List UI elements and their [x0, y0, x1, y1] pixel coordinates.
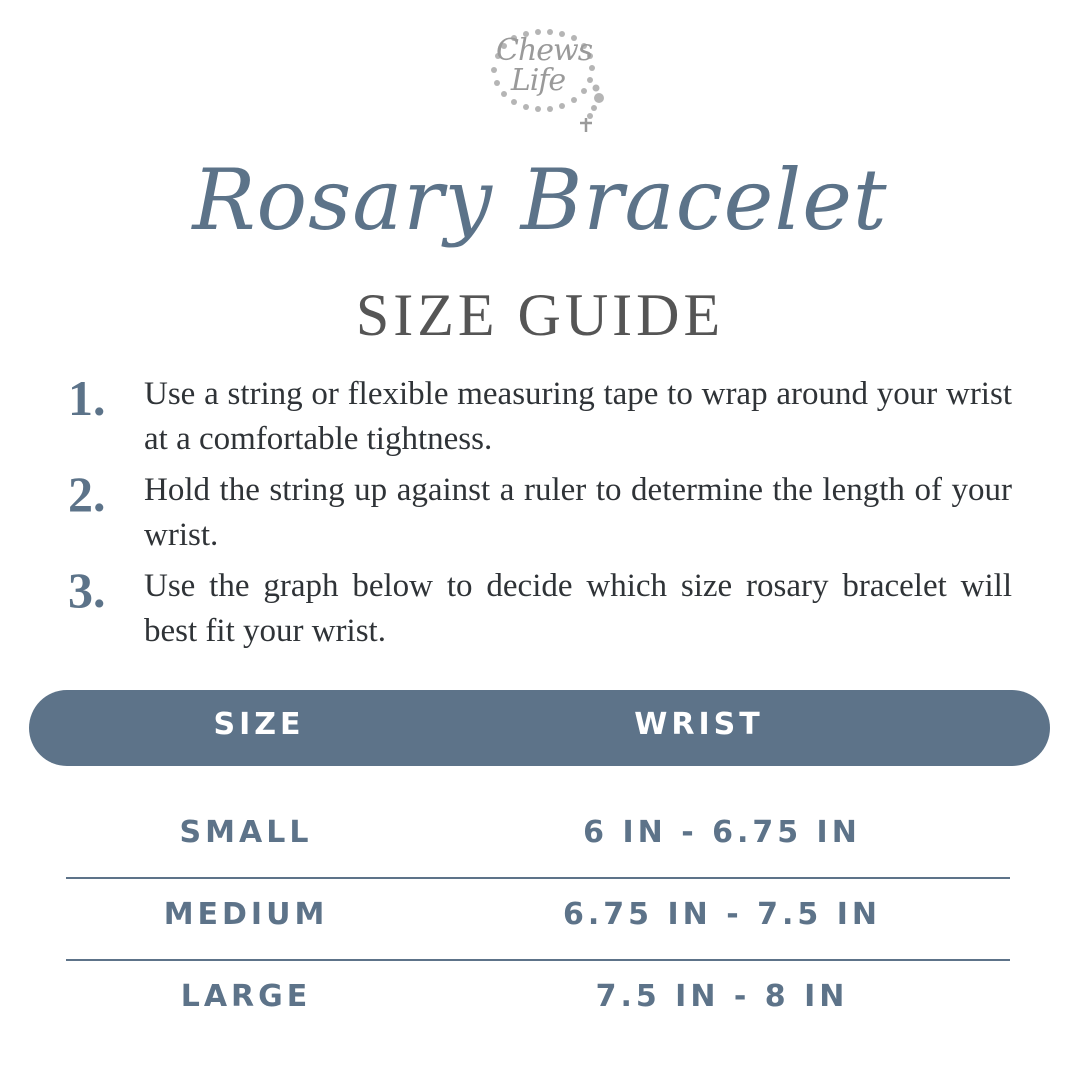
- instruction-step: [60, 564, 1012, 654]
- step-text: Use the graph below to decide which size rosary bracelet will best fit your wrist.: [144, 568, 1012, 649]
- table-row: [66, 792, 1010, 874]
- wrist-cell: 7.5 IN - 8 IN: [595, 979, 849, 1014]
- step-text: Hold the string up against a ruler to determine the length of your wrist.: [144, 472, 1012, 553]
- instruction-step: [60, 468, 1012, 558]
- table-row: [66, 956, 1010, 1038]
- logo-line-2: Life: [510, 63, 566, 98]
- wrist-cell: 6.75 IN - 7.5 IN: [563, 897, 881, 932]
- page-title: Rosary Bracelet: [192, 151, 888, 249]
- logo-wordmark: [496, 33, 593, 98]
- size-cell: MEDIUM: [163, 897, 329, 932]
- step-number: 1.: [68, 370, 106, 426]
- step-number: 3.: [68, 562, 106, 618]
- column-header-wrist: WRIST MEASURMENT: [559, 707, 839, 812]
- step-text: Use a string or flexible measuring tape to wrap around your wrist at a comfortable tightness.: [144, 376, 1012, 457]
- size-cell: SMALL: [179, 815, 313, 850]
- brand-logo: [478, 26, 618, 136]
- logo-line-1: Chews: [496, 33, 593, 68]
- table-row: [66, 874, 1010, 956]
- size-cell: LARGE: [180, 979, 312, 1014]
- size-table-header: [29, 690, 1050, 812]
- step-number: 2.: [68, 466, 106, 522]
- page-subtitle: SIZE GUIDE: [355, 282, 725, 348]
- instruction-step: [60, 372, 1012, 462]
- wrist-cell: 6 IN - 6.75 IN: [583, 815, 861, 850]
- column-header-size: SIZE: [213, 707, 305, 742]
- instructions-list: [60, 372, 1012, 660]
